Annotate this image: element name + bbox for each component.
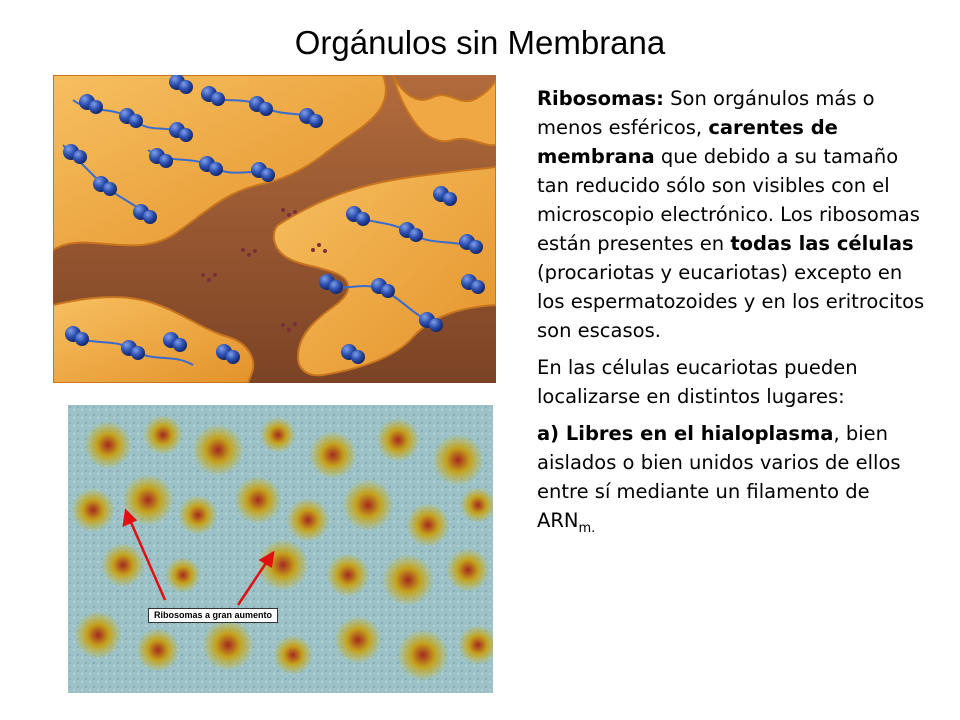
paragraph-ribosomas xyxy=(537,84,927,345)
text-segment: , bien aislados o bien unidos varios de ellos entre sí mediante un filamento de ARN xyxy=(537,422,901,532)
micrograph-caption: Ribosomas a gran aumento xyxy=(148,608,278,623)
slide-title: Orgánulos sin Membrana xyxy=(294,24,666,61)
paragraph-libres xyxy=(537,419,927,535)
ribosome-micrograph xyxy=(68,405,493,693)
emphasis-libres-hialoplasma: a) Libres en el hialoplasma xyxy=(537,422,834,445)
text-segment: que debido a su tamaño tan reducido sólo son visibles con el microscopio electrónico. Los ribosomas están presentes en xyxy=(537,145,920,255)
paragraph-localizacion: En las células eucariotas pueden localizarse en distintos lugares: xyxy=(537,356,858,408)
subscript-m: m. xyxy=(578,521,596,536)
ribosome-illustration xyxy=(53,75,496,383)
emphasis-todas-celulas: todas las células xyxy=(730,232,914,255)
text-segment: Son orgánulos más o menos esféricos, xyxy=(537,87,875,139)
emphasis-carentes-membrana: carentes de membrana xyxy=(537,116,838,168)
term-ribosomas: Ribosomas: xyxy=(537,87,664,110)
body-text xyxy=(537,84,927,543)
text-segment: (procariotas y eucariotas) excepto en los espermatozoides y en los eritrocitos son escasos. xyxy=(537,261,925,342)
